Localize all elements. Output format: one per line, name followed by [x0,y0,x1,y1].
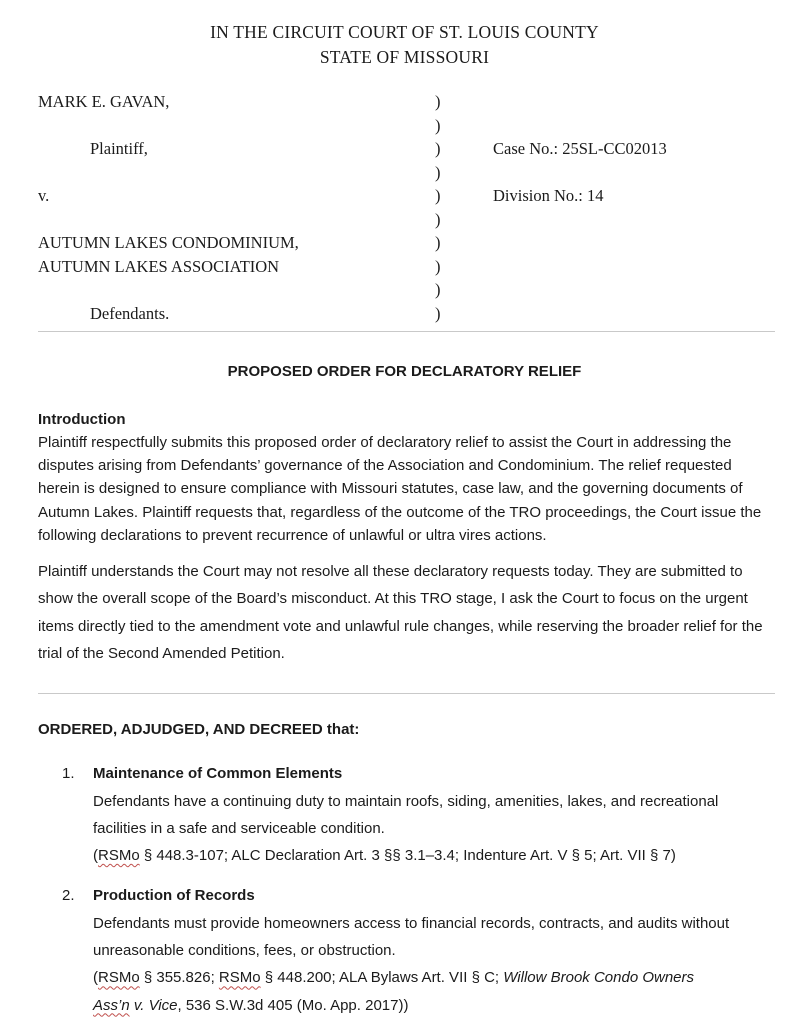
caption-paren: ) [435,233,441,252]
decree-item-body: Defendants have a continuing duty to maintain roofs, siding, amenities, lakes, and recreational facilities in a safe and serviceable condition. [93,792,719,837]
caption-row [38,208,775,232]
caption-party-text: AUTUMN LAKES ASSOCIATION [38,256,280,276]
citation-segment: § 355.826; [139,969,219,987]
decree-list [0,760,809,1019]
decree-item [62,760,770,869]
caption-paren: ) [435,115,441,135]
court-header [0,0,809,70]
citation-segment: ( [93,847,98,865]
caption-case-info [493,114,775,138]
caption-party-text: Defendants. [90,303,170,323]
section-divider [38,693,775,694]
caption-case-info [493,208,775,232]
caption-paren: ) [435,209,441,229]
citation-segment: RSMo [218,969,261,987]
decree-heading: ORDERED, ADJUDGED, AND DECREED that: [38,721,360,739]
caption-case-info: Case No.: 25SL-CC02013 [493,139,667,158]
caption-case-info [493,161,775,185]
decree-item-content [93,882,770,1018]
citation-segment: ( [93,969,98,987]
introduction-paragraph-1: Plaintiff respectfully submits this proposed order of declaratory relief to assist the Court in addressing the disputes arising from Defendants’ governance of the Association and Condominium. The relief requested herein is designed to ensure compliance with Missouri statutes, case law, and the governing documents of Autumn Lakes. Plaintiff requests that, regardless of the outcome of the TRO proceedings, the Court issue the following declarations to prevent recurrence of unlawful or ultra vires actions. [38,434,762,544]
caption-row [38,161,775,185]
caption-row [38,255,775,279]
citation-segment: RSMo [98,969,140,987]
caption-case-info [493,278,775,302]
caption-party-text: MARK E. GAVAN, [38,92,170,111]
decree-item-number: 2. [62,887,75,905]
decree-item [62,882,770,1018]
decree-item-body: Defendants must provide homeowners access to financial records, contracts, and audits without unreasonable conditions, fees, or obstruction. [93,914,730,959]
caption-case-info: Division No.: 14 [493,186,604,205]
caption-paren: ) [435,280,441,299]
court-header-line1: IN THE CIRCUIT COURT OF ST. LOUIS COUNTY [210,22,599,42]
caption-party-text: AUTUMN LAKES CONDOMINIUM, [38,233,299,252]
caption-party-text [38,278,435,302]
caption-paren: ) [435,303,441,323]
court-header-line2: STATE OF MISSOURI [319,47,490,67]
decree-item-heading: Maintenance of Common Elements [93,765,343,783]
citation-segment: v. Vice [129,996,178,1014]
caption-case-info [493,255,775,279]
caption-party-text: Plaintiff, [90,139,148,158]
caption-divider [38,331,775,332]
caption-paren: ) [435,186,441,205]
decree-item-content [93,760,770,869]
introduction-paragraph-2: Plaintiff understands the Court may not resolve all these declaratory requests today. They are submitted to show the overall scope of the Board’s misconduct. At this TRO stage, I ask the Court to focus on the urgent items directly tied to the amendment vote and unlawful rule changes, while reserving the broader relief for the trial of the Second Amended Petition. [38,563,763,662]
citation-segment: , 536 S.W.3d 405 (Mo. App. 2017)) [177,996,409,1014]
caption-party-text [38,114,435,138]
caption-paren: ) [435,256,441,276]
caption-case-info [493,90,775,114]
caption-row [38,278,775,302]
case-caption [38,90,775,325]
caption-party-text [38,161,435,185]
citation-segment: RSMo [98,847,140,865]
decree-item-citation [93,964,770,1019]
caption-row [38,114,775,138]
caption-party-text: v. [38,186,50,205]
caption-paren: ) [435,139,441,158]
citation-segment: Ass’n [93,996,130,1014]
decree-item-citation [93,842,770,869]
caption-row [38,302,775,326]
document-title: PROPOSED ORDER FOR DECLARATORY RELIEF [227,363,582,380]
caption-paren: ) [435,162,441,182]
caption-row [38,231,775,255]
citation-segment: § 448.200; ALA Bylaws Art. VII § C; [260,969,504,987]
caption-party-text [38,208,435,232]
decree-item-number: 1. [62,765,75,783]
caption-case-info [493,231,775,255]
citation-segment: Willow Brook Condo Owners [503,969,695,987]
caption-row [38,90,775,114]
introduction-heading: Introduction [38,411,126,428]
caption-paren: ) [435,92,441,111]
caption-row [38,137,775,161]
decree-item-heading: Production of Records [93,887,255,905]
caption-case-info [493,302,775,326]
caption-row [38,184,775,208]
citation-segment: § 448.3-107; ALC Declaration Art. 3 §§ 3.1–3.4; Indenture Art. V § 5; Art. VII § 7) [139,847,676,865]
